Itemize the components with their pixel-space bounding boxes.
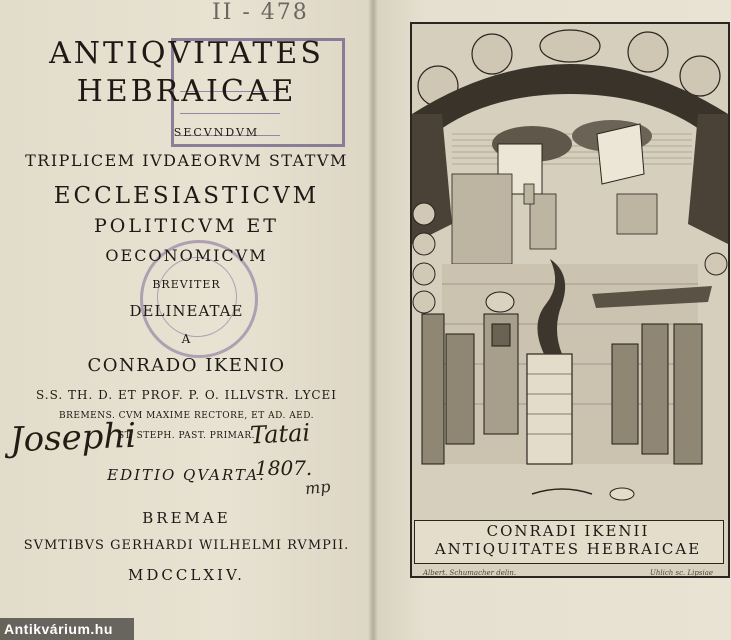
engraving-illustration — [412, 24, 728, 520]
author-credentials-2: BREMENS. CVM MAXIME RECTORE, ET AD. AED. — [58, 411, 315, 421]
handwritten-scribble: mp — [304, 476, 332, 499]
subtitle-secundum: SECVNDVM — [173, 126, 260, 139]
call-number: II - 478 — [212, 0, 309, 25]
author-name: CONRADO IKENIO — [87, 355, 286, 376]
imprint-year: MDCCLXIV. — [128, 566, 245, 584]
subtitle-oeconomicum: OECONOMICVM — [105, 246, 268, 265]
subtitle-ecclesiasticum: ECCLESIASTICVM — [53, 183, 320, 209]
engraving-plate — [410, 22, 730, 578]
edition-line: EDITIO QVARTA. — [107, 466, 266, 484]
author-credentials-1: S.S. TH. D. ET PROF. P. O. ILLVSTR. LYCEI — [36, 388, 337, 402]
subtitle-statum: TRIPLICEM IVDAEORVM STATVM — [25, 151, 348, 170]
subtitle-breviter: BREVITER — [152, 278, 221, 291]
title-line-2: HEBRAICAE — [76, 74, 297, 109]
caption-line-2: ANTIQUITATES HEBRAICAE — [434, 540, 702, 558]
watermark: Antikvárium.hu — [0, 618, 134, 640]
engraving-credit-left: Albert. Schumacher delin. — [423, 569, 517, 577]
signature-last-name: Tatai — [249, 418, 311, 450]
title-line-1: ANTIQVITATES — [49, 36, 324, 71]
imprint-place: BREMAE — [142, 509, 231, 527]
signature-first-name: Josephi — [9, 415, 137, 461]
engraving-credit-right: Uhlich sc. Lipsiae — [650, 569, 714, 577]
author-credentials-3: ST. STEPH. PAST. PRIMAR. — [118, 431, 255, 441]
signature-year: 1807. — [255, 456, 313, 480]
subtitle-politicum: POLITICVM ET — [94, 215, 279, 237]
subtitle-a: A — [181, 332, 192, 346]
imprint-publisher: SVMTIBVS GERHARDI WILHELMI RVMPII. — [23, 538, 350, 553]
subtitle-delineatae: DELINEATAE — [129, 302, 244, 320]
caption-line-1: CONRADI IKENII — [486, 522, 650, 540]
